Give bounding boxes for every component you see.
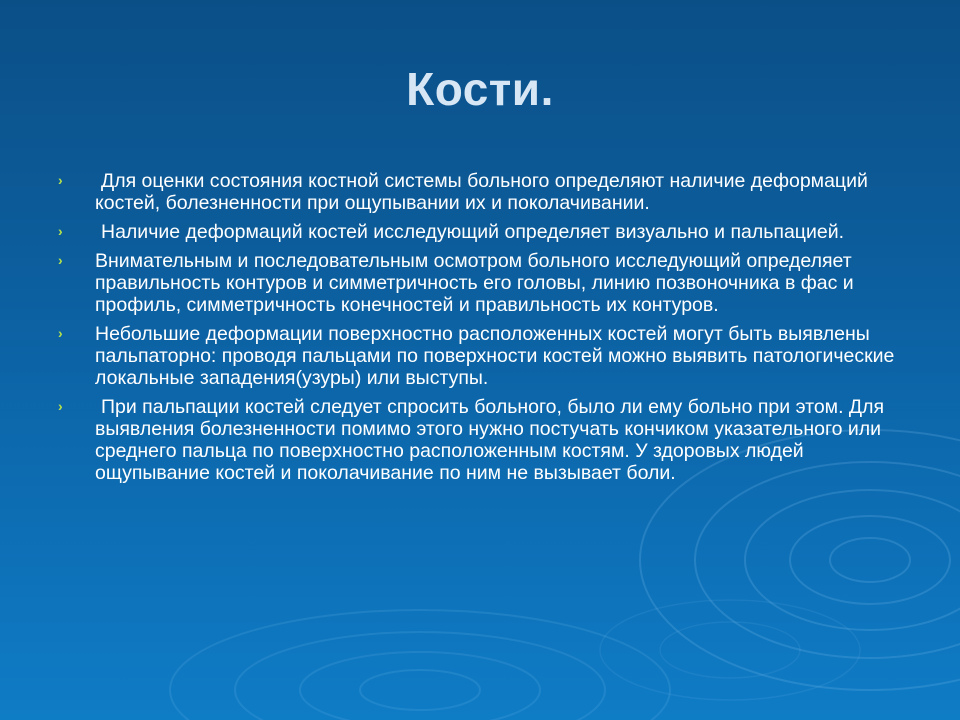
- bullet-text: При пальпации костей следует спросить больного, было ли ему больно при этом. Для выявления болезненности помимо этого нужно постучать кончиком указательного или среднего пальца по поверхностно расположенным костям. У здоровых людей ощупывание костей и поколачивание по ним не вызывает боли.: [95, 396, 885, 484]
- bullet-text: Наличие деформаций костей исследующий определяет визуально и пальпацией.: [101, 221, 845, 243]
- arrow-bullet-icon: ›: [58, 398, 63, 414]
- bullet-item: [58, 170, 908, 214]
- bullet-item: [58, 221, 908, 243]
- bullet-item: [58, 396, 908, 484]
- bullet-text: Для оценки состояния костной системы больного определяют наличие деформаций костей, болезненности при ощупывании их и поколачивании.: [95, 170, 868, 214]
- arrow-bullet-icon: ›: [58, 172, 63, 188]
- bullet-list: [58, 170, 908, 491]
- bullet-item: [58, 323, 908, 389]
- bullet-item: [58, 250, 908, 316]
- slide-title: Кости.: [406, 63, 554, 115]
- bullet-text: Небольшие деформации поверхностно расположенных костей могут быть выявлены пальпаторно: проводя пальцами по поверхности костей можно выявить патологические локальные западения(узуры) или выступы.: [95, 323, 895, 389]
- arrow-bullet-icon: ›: [58, 325, 63, 341]
- arrow-bullet-icon: ›: [58, 252, 63, 268]
- bullet-text: Внимательным и последовательным осмотром больного исследующий определяет правильность контуров и симметричность его головы, линию позвоночника в фас и профиль, симметричность конечностей и правильность их контуров.: [95, 250, 854, 316]
- arrow-bullet-icon: ›: [58, 223, 63, 239]
